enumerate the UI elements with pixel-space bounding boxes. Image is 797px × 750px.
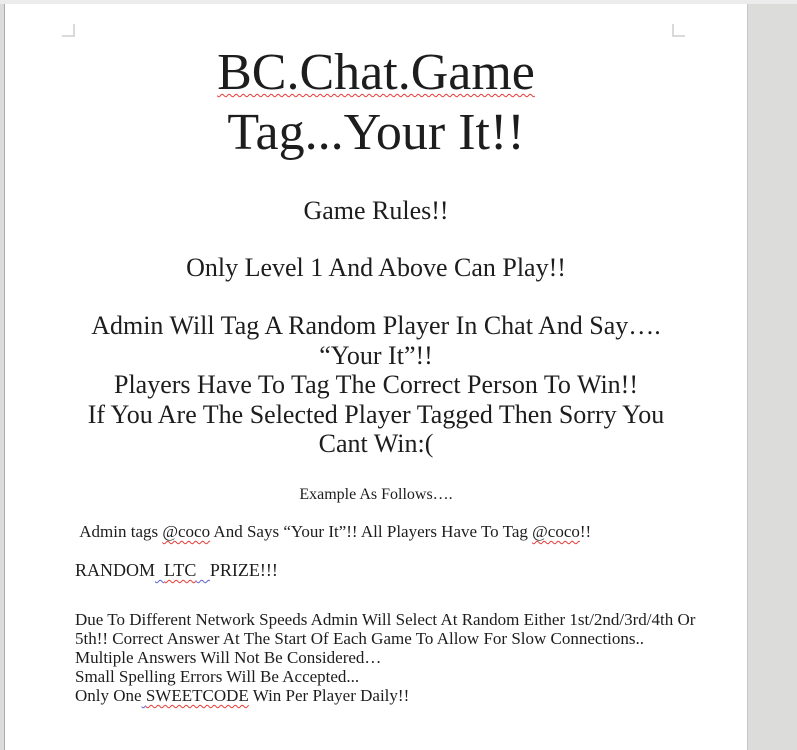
example-tag-1: @coco: [162, 522, 211, 541]
rule-line-1: Admin Will Tag A Random Player In Chat And Say….: [91, 311, 661, 340]
prize-post: PRIZE!!!: [209, 560, 278, 580]
margin-marker-top-right: [672, 24, 685, 37]
doc-title[interactable]: [5, 43, 747, 163]
example-heading[interactable]: Example As Follows….: [299, 486, 453, 503]
title-line2: Tag...Your It!!: [227, 104, 525, 161]
example-line[interactable]: [75, 522, 591, 541]
rule-line-4: If You Are The Selected Player Tagged Then Sorry You: [87, 399, 665, 429]
margin-marker-top-left: [62, 24, 75, 37]
eligibility-line[interactable]: Only Level 1 And Above Can Play!!: [186, 253, 566, 282]
example-tag-2: @coco: [532, 522, 580, 541]
prize-gap-2: [196, 560, 210, 580]
note-line-5: [75, 686, 695, 705]
note-line-3: Multiple Answers Will Not Be Considered…: [75, 648, 382, 667]
game-rules-heading[interactable]: Game Rules!!: [303, 196, 449, 225]
notes-block[interactable]: [75, 610, 695, 705]
prize-word: LTC: [164, 560, 197, 580]
example-mid: And Says “Your It”!! All Players Have To Tag: [210, 522, 533, 541]
example-pre: Admin tags: [75, 522, 163, 541]
rules-block[interactable]: [5, 311, 747, 459]
note-line-1: Due To Different Network Speeds Admin Will Select At Random Either 1st/2nd/3rd/4th Or: [75, 610, 696, 629]
rule-line-5: Cant Win:(: [318, 429, 434, 458]
document-page[interactable]: [4, 4, 748, 750]
example-post: !!: [579, 522, 592, 541]
final-note-word: SWEETCODE: [145, 686, 249, 705]
final-note-post: Win Per Player Daily!!: [248, 686, 410, 705]
rule-line-2: “Your It”!!: [319, 340, 433, 370]
note-line-4: Small Spelling Errors Will Be Accepted...: [75, 667, 360, 686]
prize-gap-1: [155, 560, 164, 580]
title-line1: BC.Chat.Game: [217, 44, 535, 101]
note-line-2: 5th!! Correct Answer At The Start Of Each Game To Allow For Slow Connections..: [75, 629, 645, 648]
rule-line-3: Players Have To Tag The Correct Person To Win!!: [114, 370, 638, 399]
final-note-pre: Only One: [75, 686, 142, 705]
prize-line[interactable]: [75, 561, 278, 580]
prize-pre: RANDOM: [75, 560, 156, 580]
